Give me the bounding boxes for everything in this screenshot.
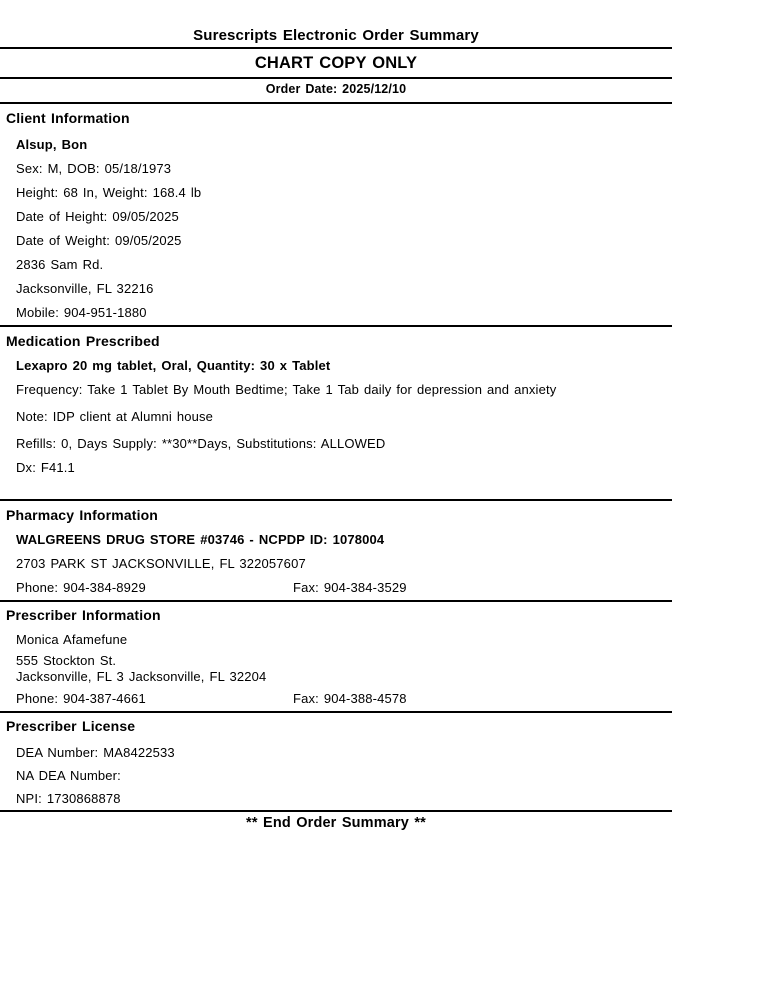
license-npi: NPI: 1730868878: [16, 791, 121, 806]
end-order-summary-note: ** End Order Summary **: [246, 815, 426, 831]
prescriber-address-line1: 555 Stockton St.: [16, 653, 117, 668]
pharmacy-phone: Phone: 904-384-8929: [16, 580, 146, 595]
client-sex-dob: Sex: M, DOB: 05/18/1973: [16, 161, 172, 176]
prescriber-address: [0, 653, 672, 684]
client-street-address: 2836 Sam Rd.: [16, 257, 104, 272]
license-dea-number: DEA Number: MA8422533: [16, 745, 175, 760]
client-mobile: Mobile: 904-951-1880: [16, 305, 147, 320]
client-height-weight: Height: 68 In, Weight: 168.4 lb: [16, 185, 202, 200]
divider: [0, 325, 672, 327]
prescriber-fax: Fax: 904-388-4578: [293, 691, 407, 706]
divider: [0, 711, 672, 713]
divider: [0, 499, 672, 501]
prescriber-information-header: Prescriber Information: [6, 607, 161, 623]
prescriber-name: Monica Afamefune: [16, 632, 128, 647]
order-date: Order Date: 2025/12/10: [265, 82, 407, 96]
client-information-header: Client Information: [6, 110, 130, 126]
divider: [0, 810, 672, 812]
prescriber-license-header: Prescriber License: [6, 718, 136, 734]
prescriber-phone-fax-row: [0, 687, 672, 711]
document-title: Surescripts Electronic Order Summary: [193, 27, 479, 44]
license-na-dea-number: NA DEA Number:: [16, 768, 121, 783]
medication-drug: Lexapro 20 mg tablet, Oral, Quantity: 30 x Tablet: [16, 358, 331, 373]
pharmacy-information-header: Pharmacy Information: [6, 507, 159, 523]
client-city-state-zip: Jacksonville, FL 32216: [16, 281, 154, 296]
medication-frequency: Frequency: Take 1 Tablet By Mouth Bedtime; Take 1 Tab daily for depression and anxiety: [16, 382, 557, 397]
divider: [0, 600, 672, 602]
client-date-of-height: Date of Height: 09/05/2025: [16, 209, 179, 224]
pharmacy-phone-fax-row: [0, 576, 672, 600]
prescriber-phone: Phone: 904-387-4661: [16, 691, 146, 706]
medication-note: Note: IDP client at Alumni house: [16, 409, 213, 424]
client-name: Alsup, Bon: [16, 137, 88, 152]
pharmacy-fax: Fax: 904-384-3529: [293, 580, 407, 595]
medication-dx: Dx: F41.1: [16, 460, 75, 475]
pharmacy-address: 2703 PARK ST JACKSONVILLE, FL 322057607: [16, 556, 306, 571]
pharmacy-name: WALGREENS DRUG STORE #03746 - NCPDP ID: 1078004: [16, 532, 385, 547]
client-date-of-weight: Date of Weight: 09/05/2025: [16, 233, 182, 248]
medication-prescribed-header: Medication Prescribed: [6, 333, 160, 349]
divider: [0, 102, 672, 104]
medication-refills: Refills: 0, Days Supply: **30**Days, Substitutions: ALLOWED: [16, 436, 386, 451]
prescriber-address-line2: Jacksonville, FL 3 Jacksonville, FL 32204: [16, 668, 267, 684]
chart-copy-banner: CHART COPY ONLY: [254, 54, 418, 72]
